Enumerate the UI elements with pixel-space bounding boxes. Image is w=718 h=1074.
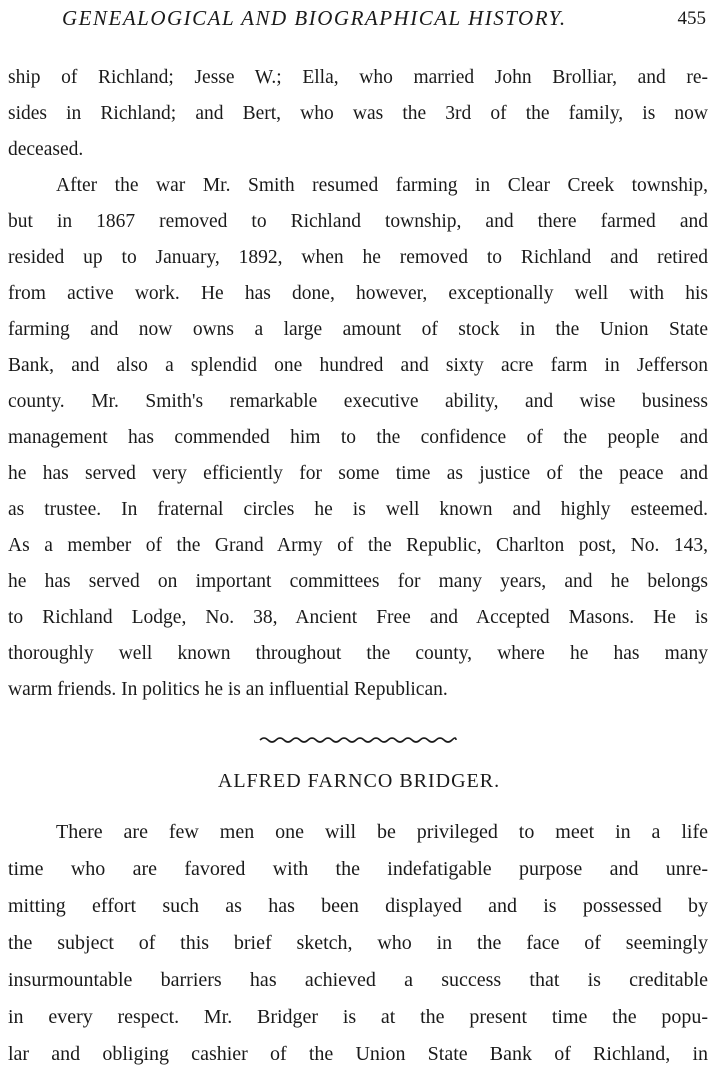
text-line: to Richland Lodge, No. 38, Ancient Free and Accepted Masons. He is — [8, 607, 708, 628]
page-header — [0, 4, 718, 36]
text-line: thoroughly well known throughout the county, where he has many — [8, 643, 708, 664]
text-line: As a member of the Grand Army of the Republic, Charlton post, No. 143, — [8, 535, 708, 556]
running-title: GENEALOGICAL AND BIOGRAPHICAL HISTORY. — [62, 6, 567, 30]
text-line: county. Mr. Smith's remarkable executive ability, and wise business — [8, 391, 708, 412]
decorative-rule — [258, 734, 458, 746]
text-line: insurmountable barriers has achieved a success that is creditable — [8, 969, 708, 991]
text-line: ship of Richland; Jesse W.; Ella, who married John Brolliar, and re- — [8, 67, 708, 88]
text-line: he has served very efficiently for some time as justice of the peace and — [8, 463, 708, 484]
text-line: as trustee. In fraternal circles he is well known and highly esteemed. — [8, 499, 708, 520]
text-line: resided up to January, 1892, when he removed to Richland and retired — [8, 247, 708, 268]
page-number: 455 — [677, 8, 706, 29]
text-line: lar and obliging cashier of the Union State Bank of Richland, in — [8, 1043, 708, 1065]
text-line: mitting effort such as has been displayed and is possessed by — [8, 895, 708, 917]
text-line: he has served on important committees for many years, and he belongs — [8, 571, 708, 592]
text-line: in every respect. Mr. Bridger is at the present time the popu- — [8, 1006, 708, 1028]
text-line: deceased. — [8, 139, 84, 160]
section-heading: ALFRED FARNCO BRIDGER. — [217, 770, 501, 792]
text-line: sides in Richland; and Bert, who was the 3rd of the family, is now — [8, 103, 708, 124]
text-line: After the war Mr. Smith resumed farming in Clear Creek township, — [56, 175, 708, 196]
text-line: the subject of this brief sketch, who in the face of seemingly — [8, 932, 708, 954]
text-line: from active work. He has done, however, exceptionally well with his — [8, 283, 708, 304]
text-line: There are few men one will be privileged to meet in a life — [56, 821, 708, 843]
text-line: time who are favored with the indefatigable purpose and unre- — [8, 858, 708, 880]
text-line: management has commended him to the confidence of the people and — [8, 427, 708, 448]
text-line: but in 1867 removed to Richland township, and there farmed and — [8, 211, 708, 232]
text-line: farming and now owns a large amount of stock in the Union State — [8, 319, 708, 340]
text-line: warm friends. In politics he is an influential Republican. — [8, 679, 448, 700]
text-line: Bank, and also a splendid one hundred and sixty acre farm in Jefferson — [8, 355, 708, 376]
